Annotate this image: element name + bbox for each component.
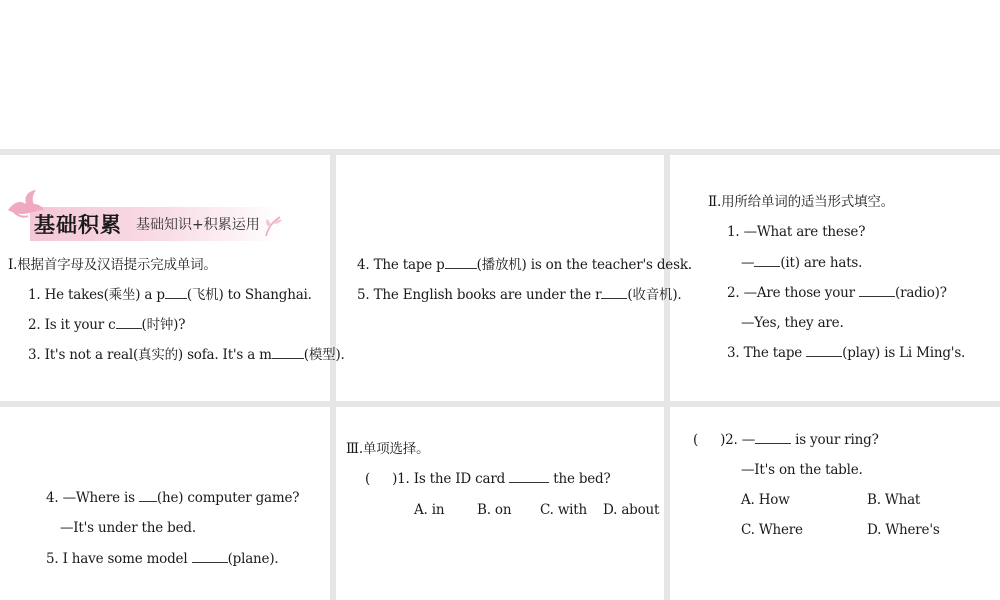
option-3-2-b[interactable]: B. What — [867, 492, 921, 508]
question-2-4a: 4. —Where is (he) computer game? — [46, 490, 300, 506]
divider-col-1 — [330, 149, 336, 600]
section-1-heading: Ⅰ.根据首字母及汉语提示完成单词。 — [8, 257, 217, 273]
question-2-1a: 1. —What are these? — [727, 224, 866, 240]
option-3-1-b[interactable]: B. on — [477, 502, 512, 518]
question-1-4: 4. The tape p (播放机) is on the teacher's desk. — [357, 257, 692, 273]
question-1-1: 1. He takes(乘坐) a p (飞机) to Shanghai. — [28, 287, 312, 303]
answer-blank[interactable] — [859, 284, 895, 297]
divider-col-2 — [664, 149, 670, 600]
question-1-2: 2. Is it your c (时钟)? — [28, 317, 186, 333]
answer-blank[interactable] — [165, 286, 187, 299]
section-3-heading: Ⅲ.单项选择。 — [346, 441, 430, 457]
question-2-5: 5. I have some model (plane). — [46, 551, 279, 567]
question-2-3: 3. The tape (play) is Li Ming's. — [727, 345, 966, 361]
section-2-heading: Ⅱ.用所给单词的适当形式填空。 — [708, 194, 894, 210]
answer-blank[interactable] — [601, 286, 627, 299]
question-2-2a: 2. —Are those your (radio)? — [727, 285, 947, 301]
section-title: 基础积累 — [34, 213, 122, 237]
answer-blank[interactable] — [192, 550, 228, 563]
question-2-2b: —Yes, they are. — [741, 315, 844, 331]
answer-blank[interactable] — [445, 256, 477, 269]
answer-blank[interactable] — [754, 254, 780, 267]
answer-blank[interactable] — [806, 344, 842, 357]
option-3-1-d[interactable]: D. about — [603, 502, 660, 518]
question-2-4b: —It's under the bed. — [60, 520, 196, 536]
question-1-5: 5. The English books are under the r (收音机). — [357, 287, 682, 303]
option-3-2-d[interactable]: D. Where's — [867, 522, 940, 538]
option-3-1-c[interactable]: C. with — [540, 502, 588, 518]
question-1-3: 3. It's not a real(真实的) sofa. It's a m (模型). — [28, 347, 345, 363]
divider-top — [0, 149, 1000, 155]
question-3-2: ( )2. — is your ring? — [693, 432, 879, 448]
answer-blank[interactable] — [139, 489, 157, 502]
question-3-2-answer: —It's on the table. — [741, 462, 863, 478]
answer-blank[interactable] — [272, 346, 304, 359]
divider-middle — [0, 401, 1000, 407]
answer-blank[interactable] — [755, 431, 791, 444]
option-3-2-a[interactable]: A. How — [741, 492, 790, 508]
question-3-1: ( )1. Is the ID card the bed? — [365, 471, 611, 487]
option-3-1-a[interactable]: A. in — [414, 502, 445, 518]
answer-blank[interactable] — [509, 470, 549, 483]
option-3-2-c[interactable]: C. Where — [741, 522, 803, 538]
section-subtitle: 基础知识+积累运用 — [136, 217, 260, 233]
answer-blank[interactable] — [116, 316, 142, 329]
leaf-icon — [262, 214, 284, 238]
question-2-1b: — (it) are hats. — [741, 255, 863, 271]
